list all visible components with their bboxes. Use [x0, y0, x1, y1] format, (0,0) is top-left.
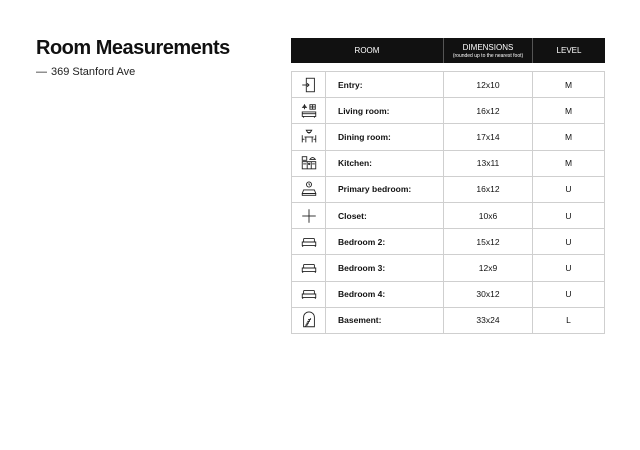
room-measurements-table	[291, 38, 605, 334]
kitchen-icon	[292, 151, 326, 176]
closet-icon	[292, 203, 326, 228]
room-dimensions: 17x14	[444, 124, 533, 149]
room-level: U	[533, 177, 605, 202]
room-name: Bedroom 3:	[326, 255, 444, 280]
room-name: Dining room:	[326, 124, 444, 149]
room-dimensions: 33x24	[444, 308, 533, 333]
entry-door-icon	[292, 72, 326, 97]
room-name: Entry:	[326, 72, 444, 97]
room-level: M	[533, 98, 605, 123]
table-row	[292, 72, 605, 98]
room-dimensions: 16x12	[444, 177, 533, 202]
room-dimensions: 12x10	[444, 72, 533, 97]
room-level: U	[533, 255, 605, 280]
room-level: U	[533, 229, 605, 254]
table-row	[292, 203, 605, 229]
table-row	[292, 255, 605, 281]
room-dimensions: 12x9	[444, 255, 533, 280]
table-body	[291, 71, 605, 334]
room-name: Living room:	[326, 98, 444, 123]
primary-bedroom-icon	[292, 177, 326, 202]
room-level: L	[533, 308, 605, 333]
subtitle-dash: —	[36, 66, 47, 78]
table-row	[292, 308, 605, 334]
room-level: M	[533, 72, 605, 97]
column-header-dimensions	[444, 38, 533, 63]
room-dimensions: 16x12	[444, 98, 533, 123]
room-level: M	[533, 124, 605, 149]
basement-icon	[292, 308, 326, 333]
table-row	[292, 98, 605, 124]
room-name: Basement:	[326, 308, 444, 333]
column-header-level: LEVEL	[556, 46, 582, 55]
room-dimensions: 30x12	[444, 282, 533, 307]
room-level: M	[533, 151, 605, 176]
table-row	[292, 282, 605, 308]
room-name: Bedroom 4:	[326, 282, 444, 307]
living-room-icon	[292, 98, 326, 123]
room-name: Bedroom 2:	[326, 229, 444, 254]
bed-icon	[292, 229, 326, 254]
room-level: U	[533, 203, 605, 228]
table-row	[292, 229, 605, 255]
page-title: Room Measurements	[36, 37, 230, 59]
column-header-dimensions-note: (rounded up to the nearest foot)	[452, 52, 524, 59]
room-name: Primary bedroom:	[326, 177, 444, 202]
table-header	[291, 38, 605, 63]
dining-room-icon	[292, 124, 326, 149]
room-dimensions: 10x6	[444, 203, 533, 228]
address-text: 369 Stanford Ave	[51, 66, 136, 78]
column-header-dimensions-label: DIMENSIONS	[462, 42, 514, 52]
address-subtitle	[36, 66, 135, 78]
table-row	[292, 177, 605, 203]
table-row	[292, 151, 605, 177]
room-dimensions: 13x11	[444, 151, 533, 176]
room-dimensions: 15x12	[444, 229, 533, 254]
bed-icon	[292, 255, 326, 280]
column-header-room: ROOM	[291, 38, 444, 63]
room-level: U	[533, 282, 605, 307]
bed-icon	[292, 282, 326, 307]
room-name: Closet:	[326, 203, 444, 228]
room-name: Kitchen:	[326, 151, 444, 176]
table-row	[292, 124, 605, 150]
